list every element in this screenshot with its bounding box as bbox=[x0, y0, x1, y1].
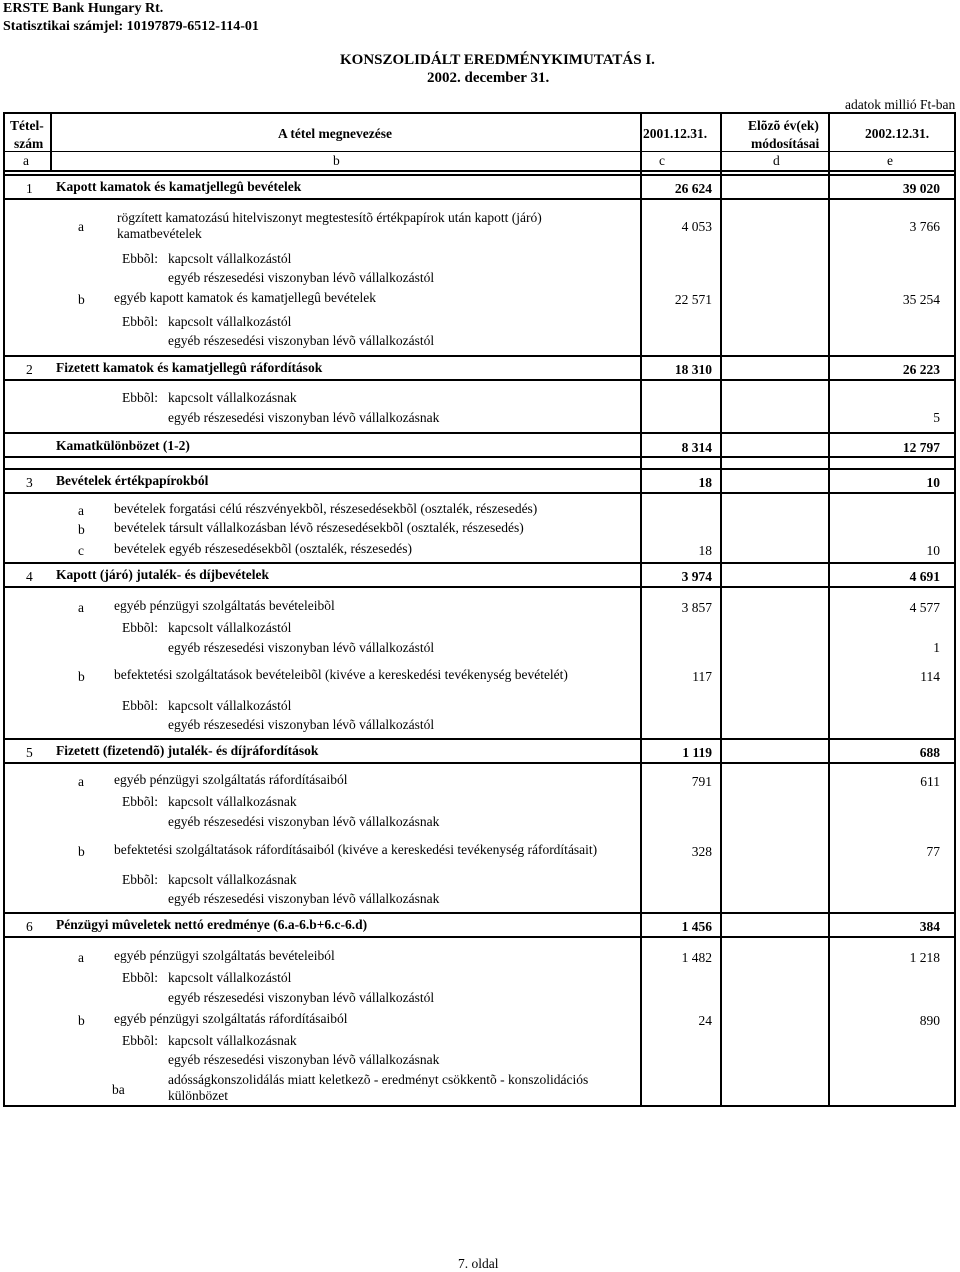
value-2002: 1 bbox=[933, 640, 940, 655]
row-label: kapcsolt vállalkozástól bbox=[168, 314, 292, 329]
row-label: egyéb pénzügyi szolgáltatás ráfordításaiból bbox=[114, 1011, 348, 1026]
value-2002: 10 bbox=[926, 475, 940, 490]
row-no: 1 bbox=[26, 181, 33, 196]
col-letter-e: e bbox=[887, 153, 893, 168]
value-2002: 35 254 bbox=[902, 292, 940, 307]
value-2002: 12 797 bbox=[902, 440, 940, 455]
row-no: 5 bbox=[26, 745, 33, 760]
row-label: kapcsolt vállalkozástól bbox=[168, 620, 292, 635]
row-label: bevételek társult vállalkozásban lévõ részesedésekbõl (osztalék, részesedés) bbox=[114, 520, 524, 535]
row-label: Fizetett kamatok és kamatjellegû ráfordítások bbox=[56, 360, 323, 375]
row-no: 2 bbox=[26, 362, 33, 377]
row-label: egyéb kapott kamatok és kamatjellegû bevételek bbox=[114, 290, 377, 305]
ebbol-label: Ebbõl: bbox=[122, 970, 158, 985]
col-letter-c: c bbox=[659, 153, 665, 168]
unit-label: adatok millió Ft-ban bbox=[845, 97, 956, 112]
col-divider-b-header bbox=[50, 112, 52, 172]
value-2001: 18 310 bbox=[674, 362, 712, 377]
header-bottom bbox=[3, 170, 956, 172]
report-date: 2002. december 31. bbox=[427, 70, 550, 86]
value-2002: 114 bbox=[920, 669, 940, 684]
row-no: 4 bbox=[26, 569, 33, 584]
row-label: Bevételek értékpapírokból bbox=[56, 473, 209, 488]
value-2002: 688 bbox=[919, 745, 940, 760]
col-tetel-2: szám bbox=[14, 136, 44, 151]
col-tetel-1: Tétel- bbox=[10, 118, 44, 133]
row-label: Kapott (járó) jutalék- és díjbevételek bbox=[56, 567, 269, 582]
row-label: Kamatkülönbözet (1-2) bbox=[56, 438, 190, 453]
ebbol-label: Ebbõl: bbox=[122, 314, 158, 329]
value-2001: 24 bbox=[698, 1013, 712, 1028]
value-2002: 77 bbox=[926, 844, 940, 859]
ebbol-label: Ebbõl: bbox=[122, 620, 158, 635]
value-2001: 26 624 bbox=[674, 181, 712, 196]
row-label: egyéb részesedési viszonyban lévõ vállalkozástól bbox=[168, 333, 435, 348]
row-no: b bbox=[78, 1013, 85, 1028]
value-2001: 22 571 bbox=[674, 292, 712, 307]
value-2002: 384 bbox=[919, 919, 940, 934]
ebbol-label: Ebbõl: bbox=[122, 872, 158, 887]
stat-number: Statisztikai számjel: 10197879-6512-114-01 bbox=[3, 19, 259, 34]
row-label: egyéb részesedési viszonyban lévõ vállalkozástól bbox=[168, 990, 435, 1005]
row-label: befektetési szolgáltatások ráfordításaiból (kivéve a kereskedési tevékenység ráfordításait) bbox=[114, 842, 598, 857]
value-2001: 18 bbox=[698, 543, 712, 558]
col-letter-b: b bbox=[333, 153, 340, 168]
row-label: rögzített kamatozású hitelviszonyt megtestesítõ értékpapírok után kapott (járó) kamatbevételek bbox=[117, 210, 542, 241]
col-divider-d bbox=[720, 112, 722, 1107]
row-no: a bbox=[78, 600, 84, 615]
value-2001: 1 119 bbox=[682, 745, 712, 760]
row-label: kapcsolt vállalkozástól bbox=[168, 251, 292, 266]
value-2002: 4 577 bbox=[909, 600, 940, 615]
col-2002: 2002.12.31. bbox=[865, 126, 930, 141]
header-divider bbox=[3, 151, 956, 152]
row-no: ba bbox=[112, 1082, 125, 1097]
report-title: KONSZOLIDÁLT EREDMÉNYKIMUTATÁS I. bbox=[340, 52, 655, 68]
col-2001: 2001.12.31. bbox=[643, 126, 708, 141]
row-no: 3 bbox=[26, 475, 33, 490]
row-label: egyéb részesedési viszonyban lévõ vállalkozásnak bbox=[168, 814, 440, 829]
value-2001: 18 bbox=[698, 475, 712, 490]
row-label: egyéb részesedési viszonyban lévõ vállalkozásnak bbox=[168, 891, 440, 906]
row-label: Pénzügyi mûveletek nettó eredménye (6.a-6.b+6.c-6.d) bbox=[56, 917, 368, 932]
row-no: a bbox=[78, 219, 84, 234]
value-2001: 8 314 bbox=[681, 440, 712, 455]
row-no: b bbox=[78, 844, 85, 859]
value-2002: 5 bbox=[933, 410, 940, 425]
value-2001: 791 bbox=[691, 774, 712, 789]
row-label: egyéb pénzügyi szolgáltatás ráfordításaiból bbox=[114, 772, 348, 787]
value-2001: 3 974 bbox=[681, 569, 712, 584]
row-label: kapcsolt vállalkozásnak bbox=[168, 1033, 297, 1048]
row-label: egyéb pénzügyi szolgáltatás bevételeibõl bbox=[114, 598, 335, 613]
ebbol-label: Ebbõl: bbox=[122, 390, 158, 405]
value-2001: 117 bbox=[692, 669, 712, 684]
value-2002: 1 218 bbox=[909, 950, 940, 965]
col-elozo-1: Elõzõ év(ek) bbox=[748, 118, 819, 133]
row-no: a bbox=[78, 950, 84, 965]
row-label: kapcsolt vállalkozástól bbox=[168, 698, 292, 713]
ebbol-label: Ebbõl: bbox=[122, 1033, 158, 1048]
row-no: b bbox=[78, 522, 85, 537]
row-label: egyéb részesedési viszonyban lévõ vállalkozásnak bbox=[168, 1052, 440, 1067]
row-label: kapcsolt vállalkozásnak bbox=[168, 794, 297, 809]
value-2002: 611 bbox=[920, 774, 940, 789]
row-label: egyéb részesedési viszonyban lévõ vállalkozástól bbox=[168, 717, 435, 732]
value-2002: 39 020 bbox=[902, 181, 940, 196]
row-no: a bbox=[78, 503, 84, 518]
value-2001: 328 bbox=[691, 844, 712, 859]
value-2001: 3 857 bbox=[681, 600, 712, 615]
ebbol-label: Ebbõl: bbox=[122, 794, 158, 809]
row-no: b bbox=[78, 669, 85, 684]
row-label: bevételek egyéb részesedésekbõl (osztalék, részesedés) bbox=[114, 541, 412, 556]
row-label: egyéb részesedési viszonyban lévõ vállalkozástól bbox=[168, 640, 435, 655]
col-letter-d: d bbox=[773, 153, 780, 168]
row-no: c bbox=[78, 543, 84, 558]
value-2001: 1 456 bbox=[681, 919, 712, 934]
bank-name: ERSTE Bank Hungary Rt. bbox=[3, 1, 164, 16]
row-label: bevételek forgatási célú részvényekbõl, részesedésekbõl (osztalék, részesedés) bbox=[114, 501, 538, 516]
row-label: kapcsolt vállalkozásnak bbox=[168, 872, 297, 887]
row-no: b bbox=[78, 292, 85, 307]
row-label: kapcsolt vállalkozásnak bbox=[168, 390, 297, 405]
value-2002: 3 766 bbox=[909, 219, 940, 234]
row-label: befektetési szolgáltatások bevételeibõl (kivéve a kereskedési tevékenység bevételét) bbox=[114, 667, 568, 682]
value-2002: 10 bbox=[926, 543, 940, 558]
row-label: egyéb pénzügyi szolgáltatás bevételeiból bbox=[114, 948, 335, 963]
col-letter-a: a bbox=[23, 153, 29, 168]
value-2002: 26 223 bbox=[902, 362, 940, 377]
col-elozo-2: módosításai bbox=[751, 136, 820, 151]
row-label: kapcsolt vállalkozástól bbox=[168, 970, 292, 985]
row-no: 6 bbox=[26, 919, 33, 934]
value-2001: 1 482 bbox=[681, 950, 712, 965]
ebbol-label: Ebbõl: bbox=[122, 698, 158, 713]
value-2001: 4 053 bbox=[681, 219, 712, 234]
value-2002: 890 bbox=[919, 1013, 940, 1028]
row-label: egyéb részesedési viszonyban lévõ vállalkozástól bbox=[168, 270, 435, 285]
row-label: Fizetett (fizetendõ) jutalék- és díjráfordítások bbox=[56, 743, 319, 758]
row-label: adósságkonszolidálás miatt keletkezõ - eredményt csökkentõ - konszolidációs különbözet bbox=[168, 1072, 589, 1103]
row-label: egyéb részesedési viszonyban lévõ vállalkozásnak bbox=[168, 410, 440, 425]
col-megnevezes: A tétel megnevezése bbox=[278, 126, 392, 141]
ebbol-label: Ebbõl: bbox=[122, 251, 158, 266]
row-label: Kapott kamatok és kamatjellegû bevételek bbox=[56, 179, 302, 194]
row-no: a bbox=[78, 774, 84, 789]
page-number: 7. oldal bbox=[458, 1256, 499, 1271]
value-2002: 4 691 bbox=[909, 569, 940, 584]
